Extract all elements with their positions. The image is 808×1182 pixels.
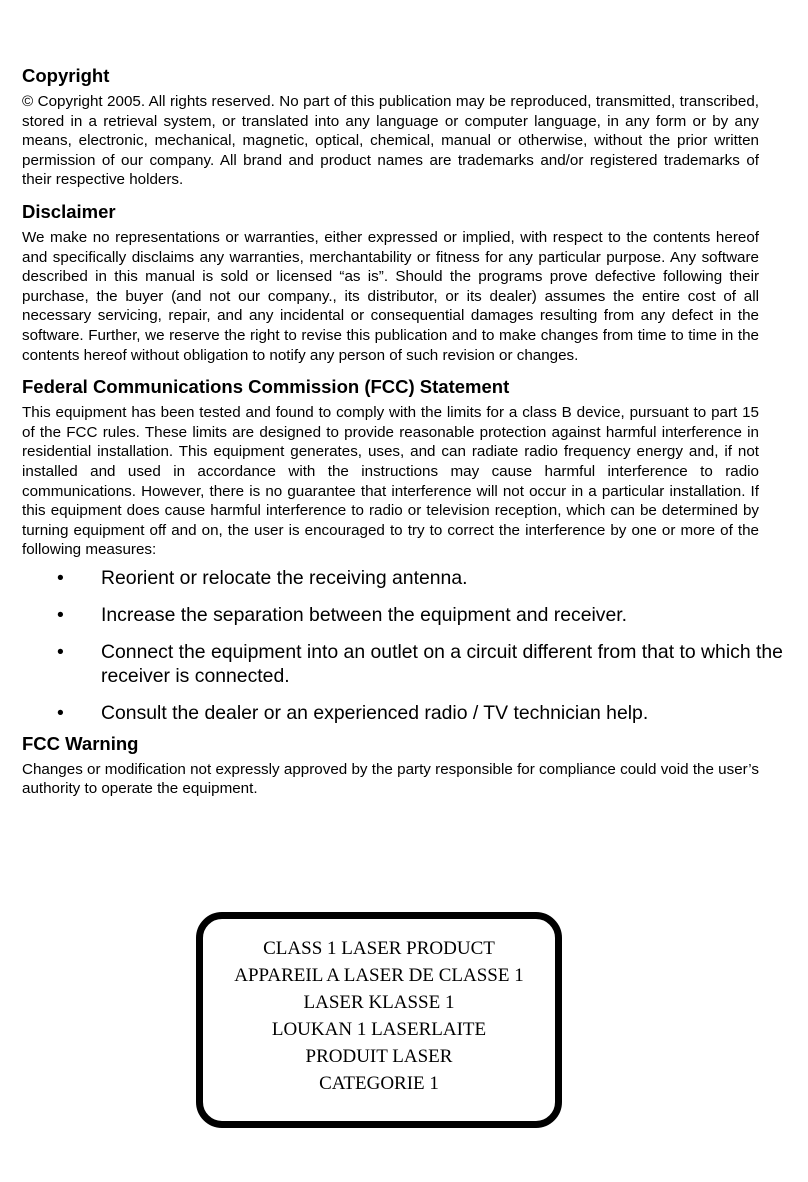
measure-text: Connect the equipment into an outlet on a circuit different from that to which the receiver is connected. (101, 640, 783, 687)
laser-product-label (196, 912, 562, 1128)
disclaimer-text: We make no representations or warranties, either expressed or implied, with respect to the contents hereof and specifically disclaims any warranties, merchantability or fitness for any particular purpose. Any software described in this manual is sold or licensed “as is”. Should the programs prove defective following their purchase, the buyer (and not our company., its distributor, or its dealer) assumes the entire cost of all necessary servicing, repair, and any incidental or consequential damages resulting from any defect in the software. Further, we reserve the right to revise this publication and to make changes from time to time in the contents hereof without obligation to notify any person of such revision or changes. (22, 228, 759, 364)
laser-label-line: CLASS 1 LASER PRODUCT (263, 938, 495, 959)
list-item (22, 701, 790, 725)
list-item (22, 603, 790, 627)
fcc-warning-heading: FCC Warning (22, 732, 139, 754)
list-item (22, 566, 790, 590)
bullet-icon: • (57, 566, 64, 589)
copyright-section (22, 64, 759, 190)
list-item (22, 640, 790, 688)
copyright-heading: Copyright (22, 65, 110, 86)
laser-label-line: CATEGORIE 1 (319, 1073, 439, 1094)
disclaimer-heading: Disclaimer (22, 200, 116, 222)
laser-label-line: LOUKAN 1 LASERLAITE (271, 1019, 487, 1040)
copyright-text: © Copyright 2005. All rights reserved. No part of this publication may be reproduced, transmitted, transcribed, stored in a retrieval system, or translated into any language or computer language, in any form or by any means, electronic, mechanical, magnetic, optical, chemical, manual or otherwise, without the prior written permission of our company. All brand and product names are trademarks and/or registered trademarks of their respective holders. (22, 93, 759, 189)
measure-text: Consult the dealer or an experienced radio / TV technician help. (101, 701, 649, 724)
bullet-icon: • (57, 701, 64, 724)
disclaimer-section (22, 200, 759, 365)
measure-text: Reorient or relocate the receiving antenna. (101, 566, 468, 589)
bullet-icon: • (57, 603, 64, 626)
laser-label-line: PRODUIT LASER (305, 1046, 453, 1067)
fcc-statement-text: This equipment has been tested and found to comply with the limits for a class B device, pursuant to part 15 of the FCC rules. These limits are designed to provide reasonable protection against harmful interference in residential installation. This equipment generates, uses, and can radiate radio frequency energy and, if not installed and used in accordance with the instructions may cause harmful interference to radio communications. However, there is no guarantee that interference will not occur in a particular installation. If this equipment does cause harmful interference to radio or television reception, which can be determined by turning equipment off and on, the user is encouraged to try to correct the interference by one or more of the following measures: (22, 404, 759, 559)
bullet-icon: • (57, 640, 64, 663)
laser-label-line: APPAREIL A LASER DE CLASSE 1 (234, 965, 524, 986)
fcc-statement-section (22, 375, 783, 725)
document-page (22, 64, 783, 809)
fcc-warning-text: Changes or modification not expressly approved by the party responsible for compliance could void the user’s authority to operate the equipment. (22, 760, 759, 798)
fcc-statement-heading: Federal Communications Commission (FCC) Statement (22, 376, 510, 398)
laser-label-line: LASER KLASSE 1 (303, 992, 455, 1013)
measure-text: Increase the separation between the equipment and receiver. (101, 603, 628, 626)
fcc-warning-section (22, 732, 759, 799)
fcc-measures-list (22, 566, 783, 725)
